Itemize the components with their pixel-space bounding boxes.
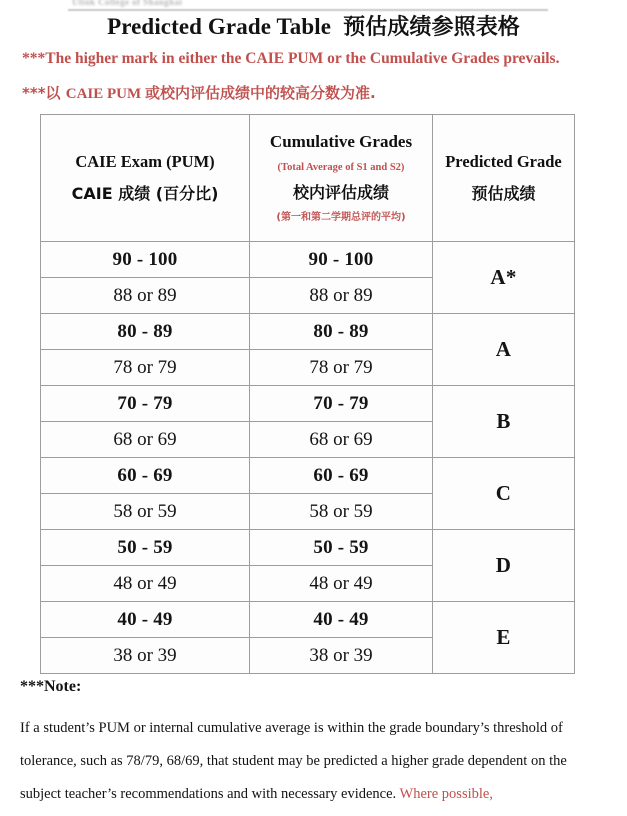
header-cumulative-sub-cn: (第一和第二学期总评的平均) — [276, 212, 406, 224]
page-title-en: Predicted Grade Table — [107, 14, 332, 39]
cell-cumulative-grades: 90 - 100 — [250, 242, 433, 278]
table-body — [41, 242, 575, 674]
cell-predicted-grade: E — [433, 602, 575, 674]
faint-school-name: Ulink College of Shanghai — [72, 0, 183, 7]
cell-caie-pum: 48 or 49 — [41, 566, 250, 602]
note-body — [20, 712, 608, 811]
table-row — [41, 314, 575, 350]
cell-caie-pum: 40 - 49 — [41, 602, 250, 638]
table-header-row — [41, 115, 575, 242]
cell-predicted-grade: C — [433, 458, 575, 530]
header-cumulative-sub-en: (Total Average of S1 and S2) — [277, 161, 405, 173]
table-row — [41, 242, 575, 278]
header-caie-pum-cn: CAIE 成绩 (百分比) — [71, 184, 219, 204]
header-predicted-cn: 预估成绩 — [471, 184, 536, 204]
warning-chinese-rest: 或校内评估成绩中的较高分数为准. — [144, 84, 376, 102]
cell-cumulative-grades: 70 - 79 — [250, 386, 433, 422]
note-heading: ***Note: — [20, 678, 82, 695]
cell-caie-pum: 50 - 59 — [41, 530, 250, 566]
cell-caie-pum: 78 or 79 — [41, 350, 250, 386]
cell-cumulative-grades: 58 or 59 — [250, 494, 433, 530]
header-cumulative-cn: 校内评估成绩 — [292, 182, 389, 202]
warning-chinese — [22, 82, 376, 103]
cell-cumulative-grades: 88 or 89 — [250, 278, 433, 314]
cell-caie-pum: 38 or 39 — [41, 638, 250, 674]
warning-chinese-prefix: ***以 — [22, 84, 66, 102]
header-cumulative-en: Cumulative Grades — [269, 131, 413, 151]
table-row — [41, 386, 575, 422]
predicted-grade-table — [40, 114, 575, 674]
note-body-highlight: Where possible, — [399, 786, 493, 802]
cell-caie-pum: 88 or 89 — [41, 278, 250, 314]
page-title-cn: 预估成绩参照表格 — [343, 15, 520, 40]
header-predicted-en: Predicted Grade — [445, 152, 562, 172]
cell-predicted-grade: D — [433, 530, 575, 602]
cell-cumulative-grades: 38 or 39 — [250, 638, 433, 674]
warning-english: ***The higher mark in either the CAIE PUM or the Cumulative Grades prevails. — [22, 50, 560, 67]
warning-chinese-term: CAIE PUM — [65, 86, 145, 102]
cell-caie-pum: 70 - 79 — [41, 386, 250, 422]
cell-caie-pum: 68 or 69 — [41, 422, 250, 458]
header-cell-predicted-grade — [433, 115, 575, 242]
cell-predicted-grade: A* — [433, 242, 575, 314]
cell-cumulative-grades: 68 or 69 — [250, 422, 433, 458]
cell-cumulative-grades: 48 or 49 — [250, 566, 433, 602]
table-row — [41, 458, 575, 494]
cell-caie-pum: 90 - 100 — [41, 242, 250, 278]
cell-cumulative-grades: 60 - 69 — [250, 458, 433, 494]
cell-cumulative-grades: 40 - 49 — [250, 602, 433, 638]
cell-predicted-grade: B — [433, 386, 575, 458]
cell-cumulative-grades: 80 - 89 — [250, 314, 433, 350]
cell-cumulative-grades: 50 - 59 — [250, 530, 433, 566]
cell-caie-pum: 60 - 69 — [41, 458, 250, 494]
cell-caie-pum: 58 or 59 — [41, 494, 250, 530]
note-body-text: If a student’s PUM or internal cumulative average is within the grade boundary’s threshold of tolerance, such as 78/79, 68/69, that student may be predicted a higher grade dependent on the subject teacher’s recommendations and with necessary evidence. — [20, 720, 567, 802]
header-caie-pum-en: CAIE Exam (PUM) — [75, 152, 215, 172]
table-row — [41, 602, 575, 638]
table-row — [41, 530, 575, 566]
header-cell-cumulative-grades — [250, 115, 433, 242]
cell-caie-pum: 80 - 89 — [41, 314, 250, 350]
page-title — [0, 10, 627, 41]
cell-cumulative-grades: 78 or 79 — [250, 350, 433, 386]
table-header — [41, 115, 575, 242]
cell-predicted-grade: A — [433, 314, 575, 386]
header-cell-caie-pum — [41, 115, 250, 242]
